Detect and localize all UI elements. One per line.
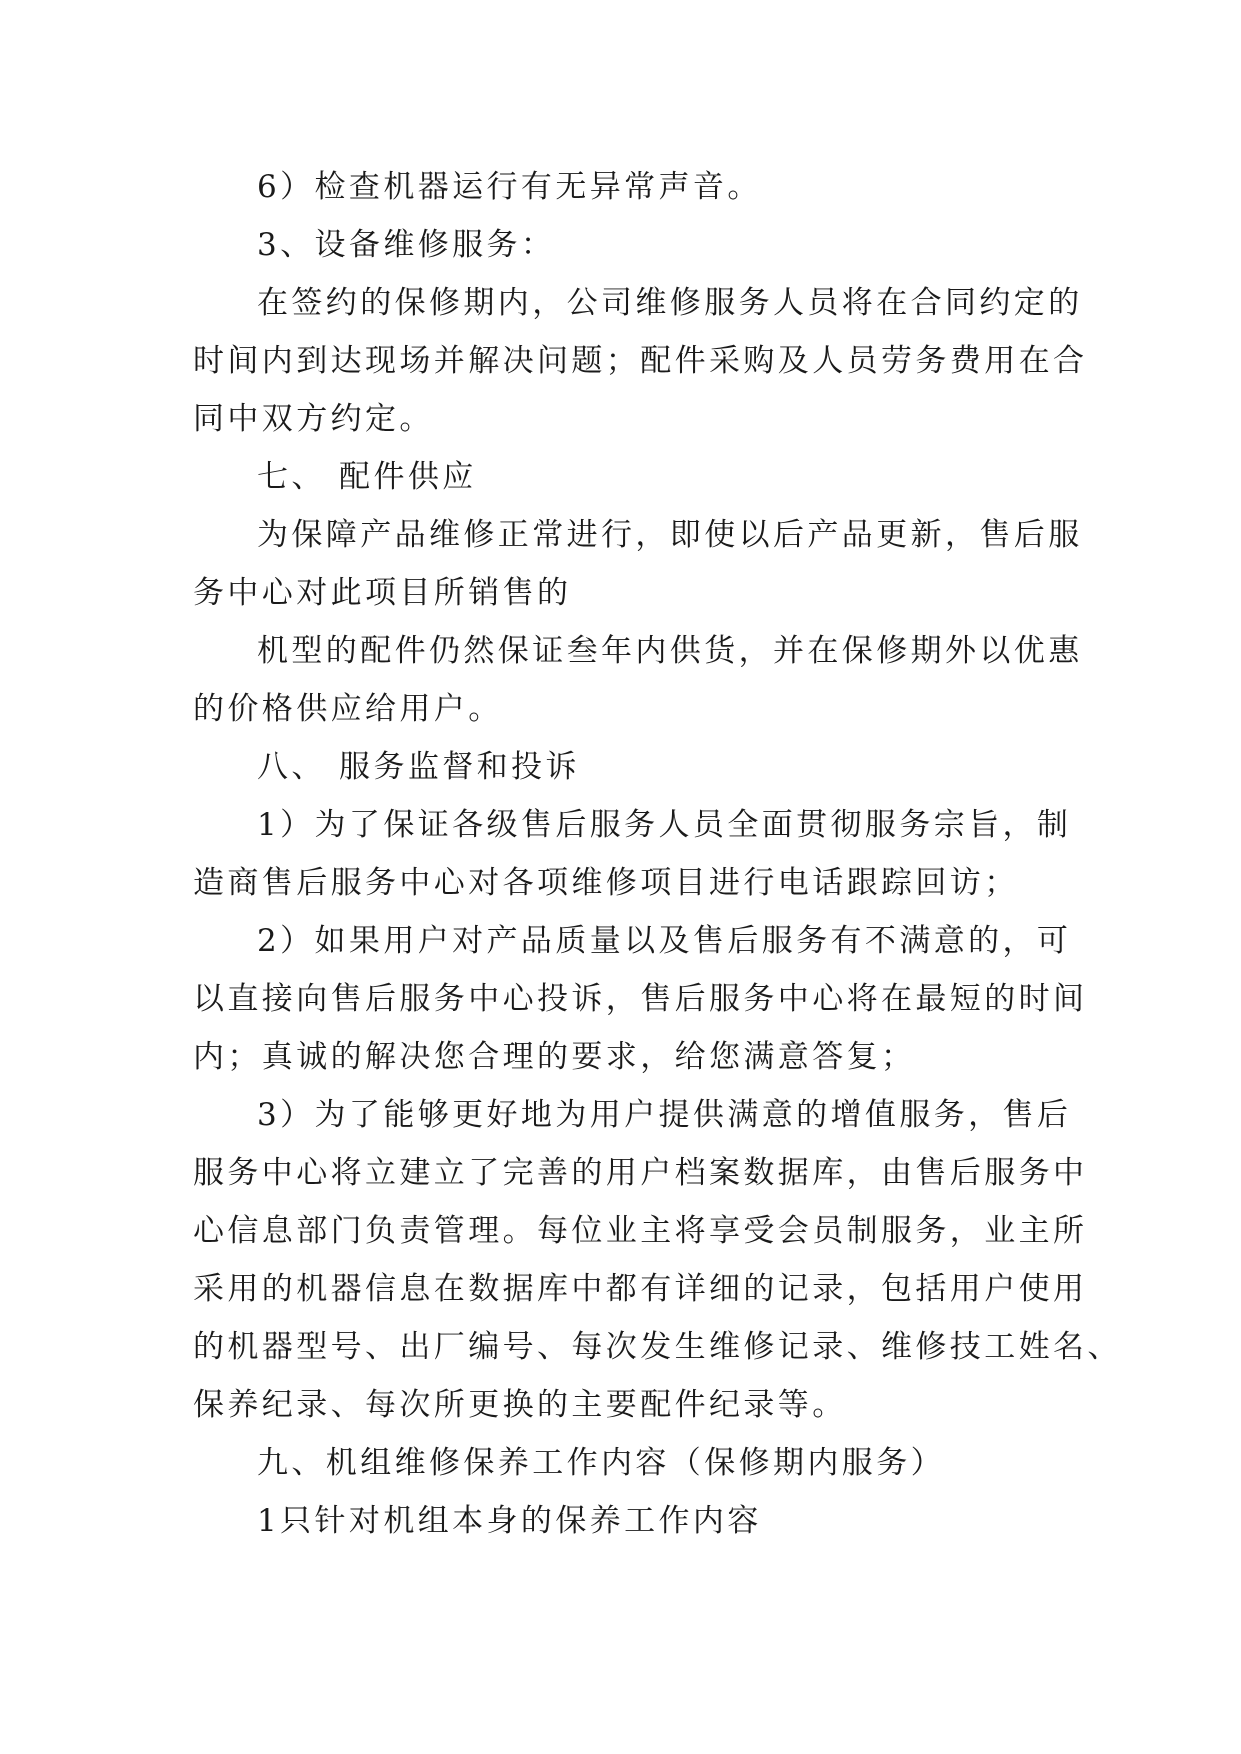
section-heading: 七、 配件供应 [257, 459, 477, 495]
text-line: 2）如果用户对产品质量以及售后服务有不满意的，可 [257, 923, 1072, 959]
text-line: 保养纪录、每次所更换的主要配件纪录等。 [193, 1387, 847, 1423]
text-line: 内；真诚的解决您合理的要求，给您满意答复； [193, 1039, 916, 1075]
text-line: 的机器型号、出厂编号、每次发生维修记录、维修技工姓名、 [193, 1329, 1122, 1365]
section-heading: 八、 服务监督和投诉 [257, 749, 580, 785]
section-heading: 3、设备维修服务： [257, 227, 556, 263]
text-line: 机型的配件仍然保证叁年内供货，并在保修期外以优惠 [257, 633, 1083, 669]
text-line: 时间内到达现场并解决问题；配件采购及人员劳务费用在合 [193, 343, 1088, 379]
text-line: 务中心对此项目所销售的 [193, 575, 572, 611]
text-line: 1）为了保证各级售后服务人员全面贯彻服务宗旨，制 [257, 807, 1072, 843]
text-line: 采用的机器信息在数据库中都有详细的记录，包括用户使用 [193, 1271, 1088, 1307]
text-line: 为保障产品维修正常进行，即使以后产品更新，售后服 [257, 517, 1083, 553]
document-body [193, 158, 1122, 1550]
text-line: 6）检查机器运行有无异常声音。 [257, 169, 762, 205]
text-line: 同中双方约定。 [193, 401, 434, 437]
text-line: 3）为了能够更好地为用户提供满意的增值服务，售后 [257, 1097, 1072, 1133]
text-line: 以直接向售后服务中心投诉，售后服务中心将在最短的时间 [193, 981, 1088, 1017]
text-line: 1只针对机组本身的保养工作内容 [257, 1503, 762, 1539]
section-heading: 九、机组维修保养工作内容（保修期内服务） [257, 1445, 945, 1481]
text-line: 造商售后服务中心对各项维修项目进行电话跟踪回访； [193, 865, 1019, 901]
text-line: 心信息部门负责管理。每位业主将享受会员制服务，业主所 [193, 1213, 1088, 1249]
text-line: 的价格供应给用户。 [193, 691, 503, 727]
text-line: 在签约的保修期内，公司维修服务人员将在合同约定的 [257, 285, 1083, 321]
text-line: 服务中心将立建立了完善的用户档案数据库，由售后服务中 [193, 1155, 1088, 1191]
